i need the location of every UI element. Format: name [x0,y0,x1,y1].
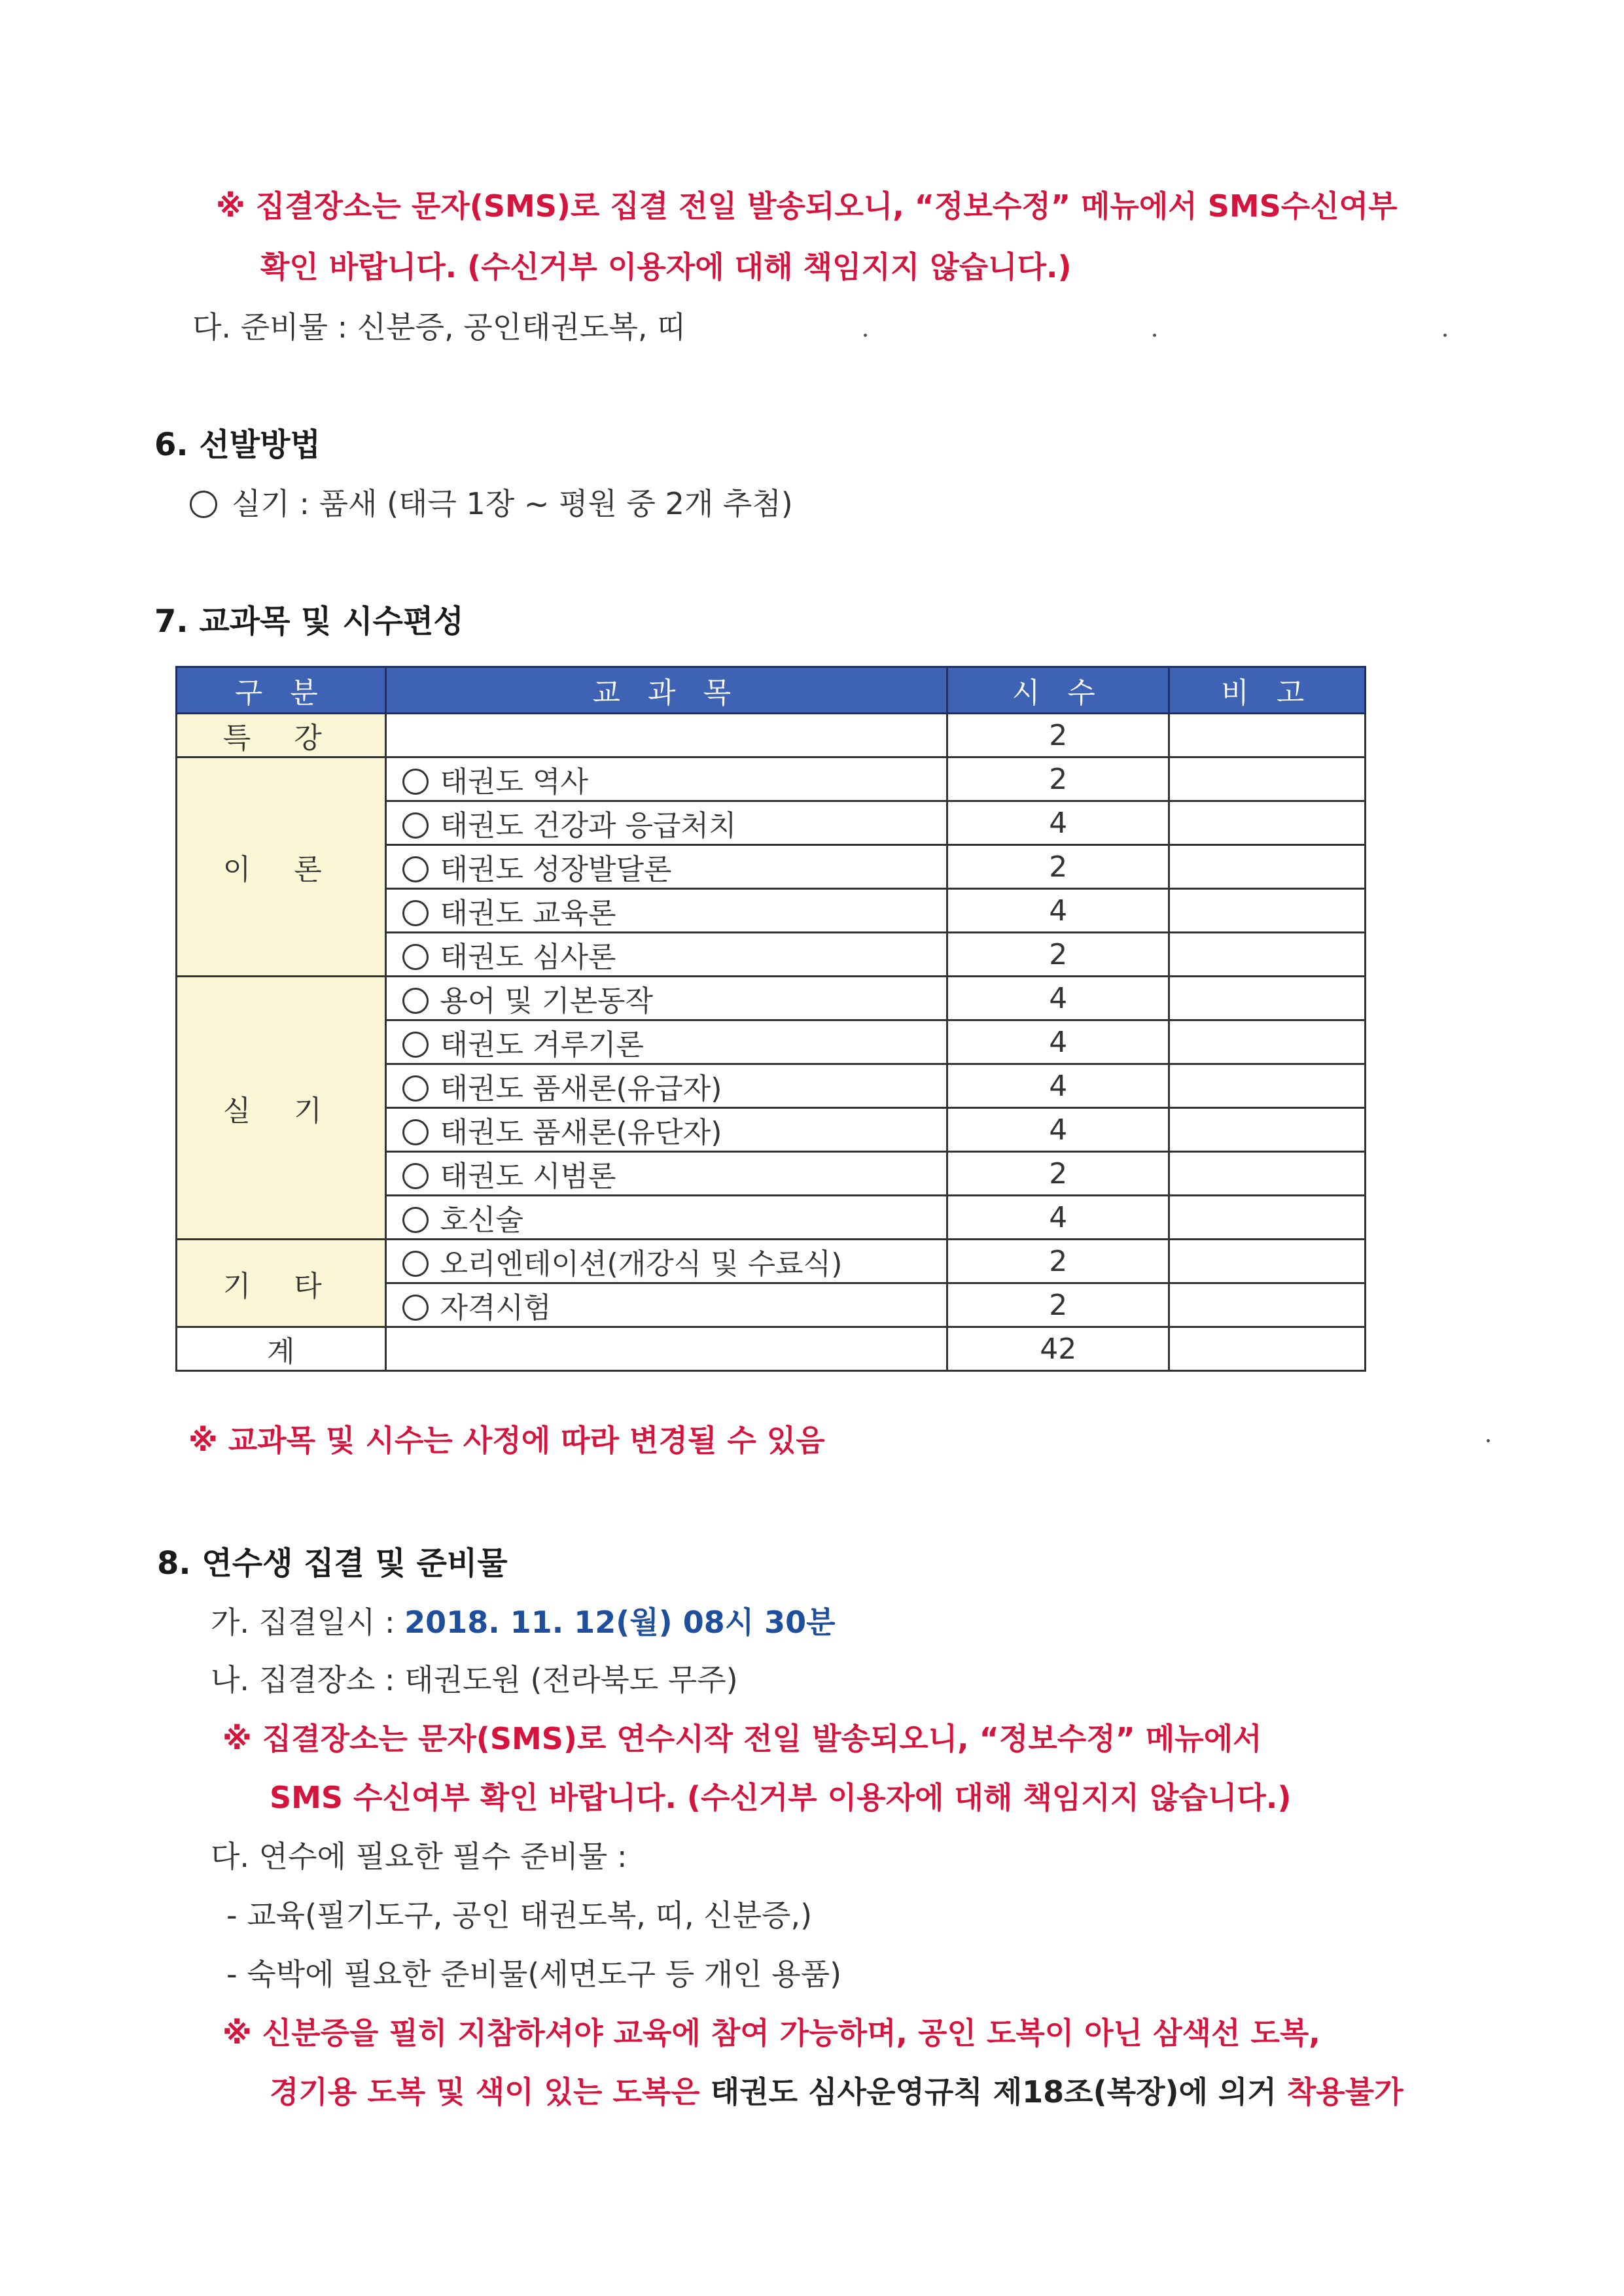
category-total: 계 [177,1327,386,1371]
circle-bullet-icon [402,988,429,1014]
header-remarks: 비 고 [1169,667,1366,714]
hours-cell: 4 [947,801,1169,845]
subject-cell [385,1327,947,1371]
subject-cell [385,1196,947,1240]
remarks-cell [1169,1020,1366,1064]
subject-cell [385,845,947,889]
subject-cell [385,1283,947,1327]
remarks-cell [1169,933,1366,977]
sms-notice2-line2: SMS 수신여부 확인 바랍니다. (수신거부 이용자에 대해 책임지지 않습니다.) [270,1780,1292,1815]
subject-text: 태권도 겨루기론 [440,1028,644,1062]
subject-cell [385,801,947,845]
uniform-notice-rule: 태권도 심사운영규칙 제18조(복장)에 의거 [699,2074,1287,2110]
circle-bullet-icon [402,1119,429,1145]
header-category: 구 분 [177,667,386,714]
remarks-cell [1169,845,1366,889]
subject-cell [385,977,947,1020]
remarks-cell [1169,1152,1366,1196]
hours-cell: 2 [947,1152,1169,1196]
subject-cell [385,933,947,977]
assembly-datetime-label: 가. 집결일시 : [211,1605,405,1640]
hours-cell: 2 [947,845,1169,889]
remarks-cell [1169,889,1366,933]
subject-cell [385,889,947,933]
circle-bullet-icon [402,944,429,970]
subject-text: 태권도 교육론 [440,897,616,930]
remarks-cell [1169,1283,1366,1327]
curriculum-change-note: ※ 교과목 및 시수는 사정에 따라 변경될 수 있음 [188,1423,825,1458]
table-row [177,757,1366,801]
circle-bullet-icon [402,812,429,839]
remarks-cell [1169,757,1366,801]
section-7-heading: 7. 교과목 및 시수편성 [154,603,464,640]
category-theory: 이 론 [177,757,386,977]
subject-text: 태권도 품새론(유단자) [440,1116,722,1149]
remarks-cell [1169,1240,1366,1283]
subject-text: 호신술 [440,1204,524,1237]
circle-bullet-icon [402,1163,429,1189]
required-items-lodging: - 숙박에 필요한 준비물(세면도구 등 개인 용품) [226,1957,842,1992]
subject-cell [385,757,947,801]
circle-bullet-icon [402,1032,429,1058]
remarks-cell [1169,1064,1366,1108]
hours-cell: 2 [947,757,1169,801]
remarks-cell [1169,1108,1366,1152]
subject-text: 태권도 심사론 [440,941,616,974]
category-etc: 기 타 [177,1240,386,1327]
hours-cell: 2 [947,714,1169,757]
circle-bullet-icon [402,1295,429,1321]
assembly-datetime [211,1603,836,1642]
curriculum-table [175,666,1366,1372]
hours-cell: 2 [947,1283,1169,1327]
total-hours-cell: 42 [947,1327,1169,1371]
subject-cell [385,714,947,757]
subject-cell [385,1064,947,1108]
hours-cell: 4 [947,1108,1169,1152]
required-items-education: - 교육(필기도구, 공인 태권도복, 띠, 신분증,) [226,1898,813,1933]
subject-text: 태권도 역사 [440,765,589,799]
subject-cell [385,1108,947,1152]
category-practice: 실 기 [177,977,386,1240]
selection-method-text: 실기 : 품새 (태극 1장 ~ 평원 중 2개 추첨) [232,486,793,521]
header-hours: 시 수 [947,667,1169,714]
table-row [177,714,1366,757]
prep-items: 다. 준비물 : 신분증, 공인태권도복, 띠 [192,309,686,345]
subject-cell [385,1152,947,1196]
remarks-cell [1169,1196,1366,1240]
remarks-cell [1169,1327,1366,1371]
circle-bullet-icon [402,1251,429,1277]
circle-bullet-icon [402,856,429,882]
section-6-heading: 6. 선발방법 [154,426,321,463]
remarks-cell [1169,977,1366,1020]
subject-text: 용어 및 기본동작 [440,984,653,1018]
remarks-cell [1169,801,1366,845]
table-header-row [177,667,1366,714]
uniform-notice-line2 [270,2072,1403,2112]
hours-cell: 4 [947,1064,1169,1108]
subject-text: 태권도 건강과 응급처치 [440,809,737,843]
category-special-lecture: 특 강 [177,714,386,757]
circle-bullet-icon [402,900,429,926]
scan-dot [1443,334,1447,337]
hours-cell: 4 [947,1020,1169,1064]
header-subject: 교 과 목 [385,667,947,714]
subject-text: 태권도 성장발달론 [440,853,672,886]
sms-notice-line1: ※ 집결장소는 문자(SMS)로 집결 전일 발송되오니, “정보수정” 메뉴에서 SMS수신여부 [216,188,1398,224]
subject-cell [385,1020,947,1064]
table-total-row [177,1327,1366,1371]
assembly-place: 나. 집결장소 : 태권도원 (전라북도 무주) [211,1662,738,1697]
hours-cell: 4 [947,1196,1169,1240]
circle-bullet-icon [402,769,429,795]
hours-cell: 4 [947,889,1169,933]
uniform-notice-not-allowed: 착용불가 [1286,2074,1403,2110]
circle-bullet-icon [402,1075,429,1102]
scan-dot [1487,1439,1490,1442]
subject-text: 태권도 시범론 [440,1160,616,1193]
assembly-datetime-value: 2018. 11. 12(월) 08시 30분 [404,1605,836,1640]
hours-cell: 4 [947,977,1169,1020]
uniform-notice-line1: ※ 신분증을 필히 지참하셔야 교육에 참여 가능하며, 공인 도복이 아닌 삼색선 도복, [222,2015,1320,2051]
sms-notice2-line1: ※ 집결장소는 문자(SMS)로 연수시작 전일 발송되오니, “정보수정” 메뉴에서 [222,1721,1262,1756]
circle-bullet-icon [402,1207,429,1233]
required-items-heading: 다. 연수에 필요한 필수 준비물 : [211,1839,627,1874]
hours-cell: 2 [947,933,1169,977]
subject-text: 자격시험 [440,1291,552,1325]
table-row [177,977,1366,1020]
subject-text: 태권도 품새론(유급자) [440,1072,722,1105]
sms-notice-line2: 확인 바랍니다. (수신거부 이용자에 대해 책임지지 않습니다.) [260,249,1072,285]
subject-text: 오리엔테이션(개강식 및 수료식) [440,1247,843,1281]
subject-cell [385,1240,947,1283]
table-row [177,1240,1366,1283]
scan-dot [864,334,867,337]
uniform-notice-red: 경기용 도복 및 색이 있는 도복은 [270,2074,700,2110]
section-8-heading: 8. 연수생 집결 및 준비물 [157,1545,508,1582]
hours-cell: 2 [947,1240,1169,1283]
selection-method-item [190,484,793,523]
scan-dot [1153,334,1156,337]
circle-bullet-icon [190,491,217,518]
remarks-cell [1169,714,1366,757]
